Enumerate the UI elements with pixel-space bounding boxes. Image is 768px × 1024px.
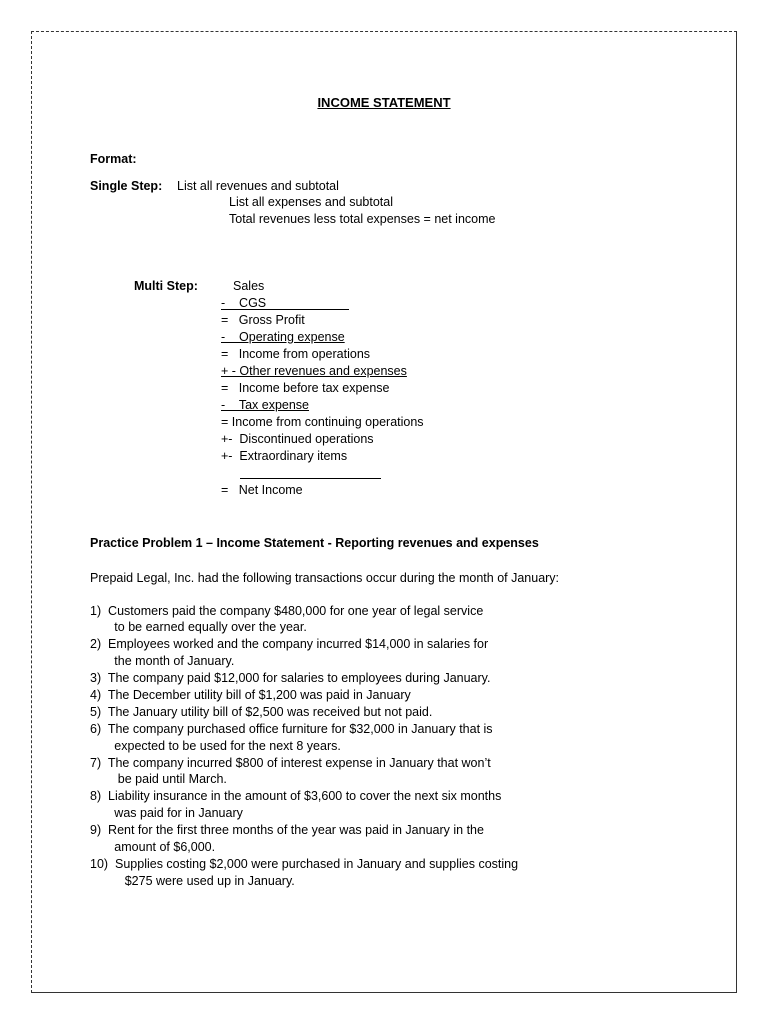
list-item: 1) Customers paid the company $480,000 for one year of legal service <box>90 604 484 618</box>
practice-intro: Prepaid Legal, Inc. had the following transactions occur during the month of January: <box>90 571 560 585</box>
list-item: 10) Supplies costing $2,000 were purchased in January and supplies costing <box>90 857 519 871</box>
multi-step-line: = Income from continuing operations <box>221 415 424 429</box>
list-item: expected to be used for the next 8 years. <box>90 739 341 753</box>
single-step-line: List all expenses and subtotal <box>229 195 393 209</box>
multi-step-line: - Tax expense <box>221 398 310 412</box>
list-item: 6) The company purchased office furniture for $32,000 in January that is <box>90 722 493 736</box>
single-step-label: Single Step: <box>90 179 163 193</box>
multi-step-line: Sales <box>233 279 265 293</box>
multi-step-line: = Gross Profit <box>221 313 305 327</box>
multi-step-line: + - Other revenues and expenses <box>221 364 407 378</box>
multi-step-line: - CGS <box>221 296 267 310</box>
list-item: 3) The company paid $12,000 for salaries to employees during January. <box>90 671 491 685</box>
single-step-line: Total revenues less total expenses = net income <box>229 212 496 226</box>
list-item: 7) The company incurred $800 of interest expense in January that won’t <box>90 756 491 770</box>
multi-step-line: +- Discontinued operations <box>221 432 374 446</box>
total-rule <box>240 478 381 479</box>
list-item: amount of $6,000. <box>90 840 216 854</box>
multi-step-label: Multi Step: <box>134 279 198 293</box>
multi-step-line: = Net Income <box>221 483 303 497</box>
list-item: 2) Employees worked and the company incurred $14,000 in salaries for <box>90 637 489 651</box>
list-item: 9) Rent for the first three months of the year was paid in January in the <box>90 823 484 837</box>
multi-step-line: - Operating expense <box>221 330 345 344</box>
multi-step-line: +- Extraordinary items <box>221 449 348 463</box>
list-item: 5) The January utility bill of $2,500 was received but not paid. <box>90 705 433 719</box>
list-item: was paid for in January <box>90 806 243 820</box>
practice-heading: Practice Problem 1 – Income Statement - Reporting revenues and expenses <box>90 536 539 550</box>
page-title: INCOME STATEMENT <box>317 95 451 110</box>
list-item: to be earned equally over the year. <box>90 620 307 634</box>
list-item: be paid until March. <box>90 772 227 786</box>
multi-step-line: = Income before tax expense <box>221 381 390 395</box>
list-item: the month of January. <box>90 654 235 668</box>
list-item: $275 were used up in January. <box>90 874 295 888</box>
format-label: Format: <box>90 152 137 166</box>
underline <box>221 309 349 310</box>
multi-step-line: = Income from operations <box>221 347 371 361</box>
list-item: 8) Liability insurance in the amount of $3,600 to cover the next six months <box>90 789 502 803</box>
single-step-line: List all revenues and subtotal <box>177 179 339 193</box>
list-item: 4) The December utility bill of $1,200 was paid in January <box>90 688 411 702</box>
